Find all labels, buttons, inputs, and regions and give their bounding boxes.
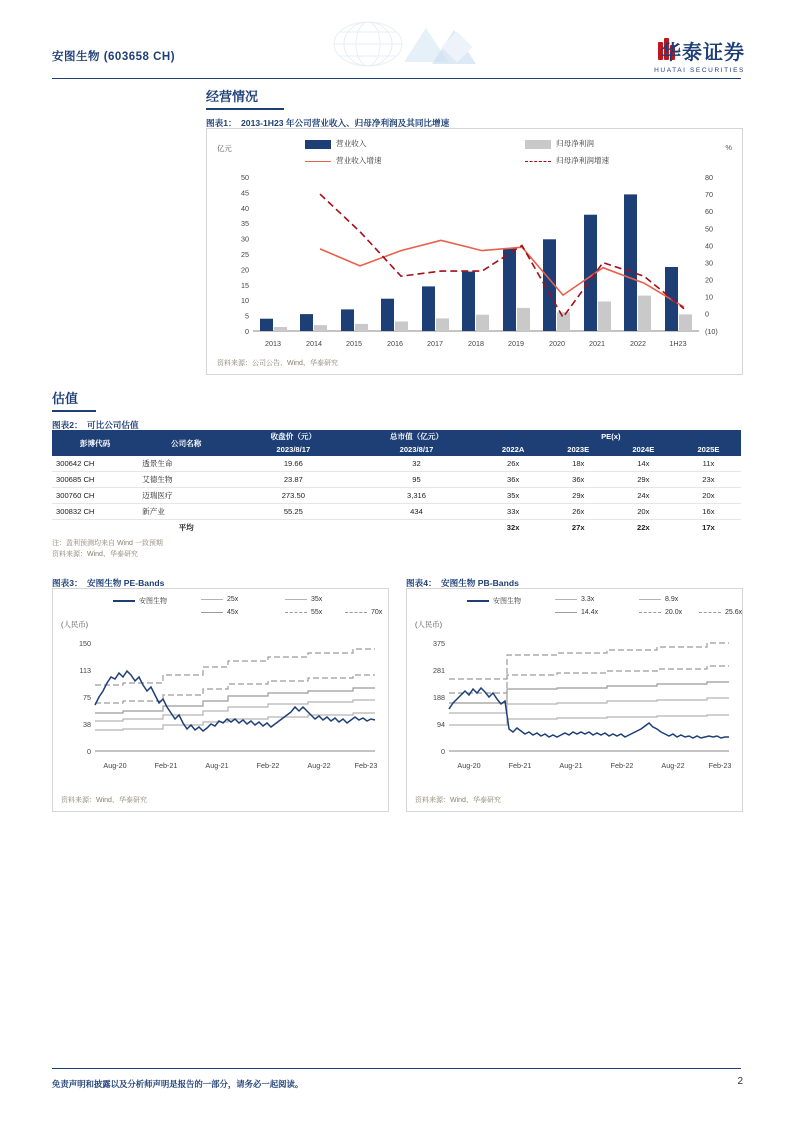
svg-text:2020: 2020 [549, 339, 565, 348]
svg-text:Feb-23: Feb-23 [354, 761, 378, 770]
legend-item-25-6x: 25.6x [699, 609, 742, 616]
legend-swatch-55x [285, 612, 307, 613]
svg-text:45: 45 [241, 188, 249, 198]
section-valuation-underline [52, 410, 96, 412]
svg-text:Aug-22: Aug-22 [661, 761, 685, 770]
legend-swatch-45x [201, 612, 223, 613]
legend-item-14-4x: 14.4x [555, 609, 598, 616]
svg-text:2019: 2019 [508, 339, 524, 348]
svg-text:75: 75 [83, 693, 91, 702]
col-pe-2024e: 2024E [611, 443, 676, 456]
legend-swatch-14-4x [555, 612, 577, 613]
cell-ticker: 300760 CH [52, 488, 138, 504]
legend-item-netprofit-growth: 归母净利润增速 [525, 155, 609, 166]
svg-text:10: 10 [705, 292, 713, 302]
svg-text:60: 60 [705, 207, 713, 217]
cell-average-label: 平均 [138, 520, 234, 536]
cell-ticker: 300832 CH [52, 504, 138, 520]
svg-text:2016: 2016 [387, 339, 403, 348]
legend-swatch-35x [285, 599, 307, 600]
cell-pe-2023e: 29x [546, 488, 611, 504]
section-valuation-title: 估值 [52, 391, 79, 406]
exhibit1-plot [207, 171, 740, 371]
legend-swatch-revenue-growth [305, 161, 331, 162]
cell-average-2025e: 17x [676, 520, 741, 536]
legend-swatch-stock-pb [467, 600, 489, 602]
cell-company: 新产业 [138, 504, 234, 520]
svg-text:(10): (10) [705, 326, 718, 336]
svg-text:Aug-21: Aug-21 [559, 761, 583, 770]
svg-text:Feb-22: Feb-22 [256, 761, 280, 770]
exhibit2-table-wrap [52, 430, 741, 559]
col-market-cap-date: 2023/8/17 [352, 443, 480, 456]
svg-text:15: 15 [241, 280, 249, 290]
exhibit1-label: 图表1： [206, 118, 237, 128]
col-company: 公司名称 [138, 430, 234, 456]
legend-swatch-stock-pe [113, 600, 135, 602]
exhibit1-chart [206, 128, 743, 375]
cell-pe-2025e: 20x [676, 488, 741, 504]
col-pe: PE(x) [481, 430, 741, 443]
table-row [52, 472, 741, 488]
exhibit1-right-unit: % [725, 143, 732, 152]
legend-swatch-20-0x [639, 612, 661, 613]
cell-pe-2023e: 18x [546, 456, 611, 472]
exhibit3-title: 安图生物 PE-Bands [87, 578, 165, 588]
legend-item-45x: 45x [201, 609, 238, 616]
legend-item-stock-pe: 安图生物 [113, 596, 167, 606]
comparable-valuation-table [52, 430, 741, 535]
exhibit2-title: 可比公司估值 [87, 420, 139, 430]
svg-text:10: 10 [241, 296, 249, 306]
legend-swatch-25-6x [699, 612, 721, 613]
section-operations-title: 经营情况 [206, 89, 259, 104]
legend-swatch-70x [345, 612, 367, 613]
cell-average-2024e: 22x [611, 520, 676, 536]
svg-text:20: 20 [241, 265, 249, 275]
svg-text:Feb-21: Feb-21 [508, 761, 532, 770]
exhibit3-unit: (人民币) [61, 620, 89, 629]
svg-text:2021: 2021 [589, 339, 605, 348]
cell-pe-2023e: 26x [546, 504, 611, 520]
cell-pe-2025e: 16x [676, 504, 741, 520]
legend-swatch-25x [201, 599, 223, 600]
exhibit3-chart [52, 588, 389, 812]
section-operations [206, 86, 284, 110]
cell-pe-2025e: 23x [676, 472, 741, 488]
cell-pe-2022a: 33x [481, 504, 546, 520]
cell-average-2022a: 32x [481, 520, 546, 536]
exhibit1-title: 2013-1H23 年公司营业收入、归母净利润及其同比增速 [241, 118, 450, 128]
svg-text:1H23: 1H23 [669, 339, 687, 348]
cell-pe-2022a: 35x [481, 488, 546, 504]
footer-page-number: 2 [737, 1076, 743, 1087]
svg-text:0: 0 [441, 747, 445, 756]
exhibit3-source: 资料来源：Wind、华泰研究 [61, 797, 147, 804]
svg-text:38: 38 [83, 720, 91, 729]
table-row [52, 504, 741, 520]
cell-mcap: 3,316 [352, 488, 480, 504]
legend-item-revenue: 营业收入 [305, 138, 366, 149]
cell-close: 23.87 [234, 472, 352, 488]
svg-text:Aug-20: Aug-20 [103, 761, 127, 770]
cell-close: 273.50 [234, 488, 352, 504]
col-pe-2025e: 2025E [676, 443, 741, 456]
cell-pe-2024e: 24x [611, 488, 676, 504]
cell-pe-2022a: 36x [481, 472, 546, 488]
legend-item-25x: 25x [201, 596, 238, 603]
cell-ticker: 300685 CH [52, 472, 138, 488]
exhibit1-left-unit: 亿元 [217, 144, 232, 153]
svg-text:20: 20 [705, 275, 713, 285]
svg-text:150: 150 [79, 639, 91, 648]
svg-text:5: 5 [245, 311, 249, 321]
legend-item-55x: 55x [285, 609, 322, 616]
svg-text:80: 80 [705, 173, 713, 182]
cell-pe-2024e: 20x [611, 504, 676, 520]
svg-text:2018: 2018 [468, 339, 484, 348]
svg-text:2017: 2017 [427, 339, 443, 348]
exhibit4-unit: (人民币) [415, 620, 443, 629]
exhibit2-label: 图表2： [52, 420, 83, 430]
legend-item-20-0x: 20.0x [639, 609, 682, 616]
svg-text:Feb-21: Feb-21 [154, 761, 178, 770]
cell-pe-2024e: 29x [611, 472, 676, 488]
cell-mcap: 32 [352, 456, 480, 472]
svg-text:0: 0 [245, 327, 249, 336]
exhibit4-title: 安图生物 PB-Bands [441, 578, 519, 588]
page-header [0, 0, 793, 82]
table-body [52, 456, 741, 535]
header-decoration [300, 18, 500, 76]
legend-item-stock-pb: 安图生物 [467, 596, 521, 606]
svg-text:Feb-22: Feb-22 [610, 761, 634, 770]
header-company: 安图生物 (603658 CH) [52, 51, 176, 63]
svg-text:0: 0 [705, 309, 709, 319]
svg-text:30: 30 [705, 258, 713, 268]
cell-mcap: 434 [352, 504, 480, 520]
exhibit2-source: 资料来源：Wind、华泰研究 [52, 551, 138, 558]
svg-text:94: 94 [437, 720, 445, 729]
exhibit3-label: 图表3： [52, 578, 83, 588]
exhibit3-plot [53, 633, 386, 783]
cell-close: 19.66 [234, 456, 352, 472]
exhibit1-bars-revenue [260, 194, 678, 331]
brand-logo [654, 36, 745, 74]
legend-swatch-netprofit [525, 140, 551, 149]
svg-text:Aug-22: Aug-22 [307, 761, 331, 770]
exhibit3-legend [61, 596, 383, 624]
svg-text:188: 188 [433, 693, 445, 702]
table-row [52, 488, 741, 504]
cell-company: 艾德生物 [138, 472, 234, 488]
legend-item-netprofit: 归母净利润 [525, 138, 594, 149]
cell-close: 55.25 [234, 504, 352, 520]
cell-average-2023e: 27x [546, 520, 611, 536]
exhibit2-note: 注：盈利预测均来自 Wind 一致预期 [52, 540, 163, 547]
svg-text:2013: 2013 [265, 339, 281, 348]
cell-pe-2022a: 26x [481, 456, 546, 472]
col-ticker: 彭博代码 [52, 430, 138, 456]
svg-text:2014: 2014 [306, 339, 322, 348]
cell-pe-2024e: 14x [611, 456, 676, 472]
svg-text:50: 50 [241, 173, 249, 182]
col-close-price-date: 2023/8/17 [234, 443, 352, 456]
brand-name-cn: 华泰证券 [661, 42, 745, 64]
svg-text:Aug-21: Aug-21 [205, 761, 229, 770]
svg-text:2015: 2015 [346, 339, 362, 348]
legend-swatch-netprofit-growth [525, 161, 551, 162]
svg-text:375: 375 [433, 639, 445, 648]
svg-text:50: 50 [705, 224, 713, 234]
legend-swatch-revenue [305, 140, 331, 149]
exhibit4-legend [415, 596, 743, 624]
table-row [52, 456, 741, 472]
legend-item-70x: 70x [345, 609, 382, 616]
legend-item-3-3x: 3.3x [555, 596, 594, 603]
exhibit4-source: 资料来源：Wind、华泰研究 [415, 797, 501, 804]
legend-swatch-8-9x [639, 599, 661, 600]
brand-name-en: HUATAI SECURITIES [654, 67, 745, 74]
cell-mcap: 95 [352, 472, 480, 488]
svg-text:30: 30 [241, 234, 249, 244]
svg-text:2022: 2022 [630, 339, 646, 348]
header-divider [52, 78, 741, 79]
svg-text:0: 0 [87, 747, 91, 756]
col-close-price: 收盘价（元） [234, 430, 352, 443]
svg-text:35: 35 [241, 219, 249, 229]
section-operations-underline [206, 108, 284, 110]
col-pe-2023e: 2023E [546, 443, 611, 456]
footer-divider [52, 1068, 741, 1069]
legend-swatch-3-3x [555, 599, 577, 600]
exhibit4-label: 图表4： [406, 578, 437, 588]
cell-company: 迈瑞医疗 [138, 488, 234, 504]
footer-disclaimer: 免责声明和披露以及分析师声明是报告的一部分，请务必一起阅读。 [52, 1079, 304, 1089]
cell-pe-2025e: 11x [676, 456, 741, 472]
cell-pe-2023e: 36x [546, 472, 611, 488]
legend-item-8-9x: 8.9x [639, 596, 678, 603]
col-pe-2022a: 2022A [481, 443, 546, 456]
exhibit1-legend [207, 138, 742, 172]
svg-text:25: 25 [241, 250, 249, 259]
svg-text:Aug-20: Aug-20 [457, 761, 481, 770]
col-market-cap: 总市值（亿元） [352, 430, 480, 443]
table-header-row-1 [52, 430, 741, 443]
svg-text:40: 40 [705, 241, 713, 251]
section-valuation [52, 388, 96, 412]
legend-item-35x: 35x [285, 596, 322, 603]
table-row-average [52, 520, 741, 536]
cell-ticker: 300642 CH [52, 456, 138, 472]
exhibit1-source: 资料来源：公司公告、Wind、华泰研究 [217, 360, 338, 367]
exhibit4-chart [406, 588, 743, 812]
cell-company: 透景生命 [138, 456, 234, 472]
exhibit4-plot [407, 633, 740, 783]
svg-text:40: 40 [241, 203, 249, 213]
svg-text:113: 113 [79, 666, 91, 675]
svg-text:Feb-23: Feb-23 [708, 761, 732, 770]
legend-item-revenue-growth: 营业收入增速 [305, 155, 382, 166]
svg-text:281: 281 [433, 666, 445, 675]
svg-text:70: 70 [705, 190, 713, 200]
